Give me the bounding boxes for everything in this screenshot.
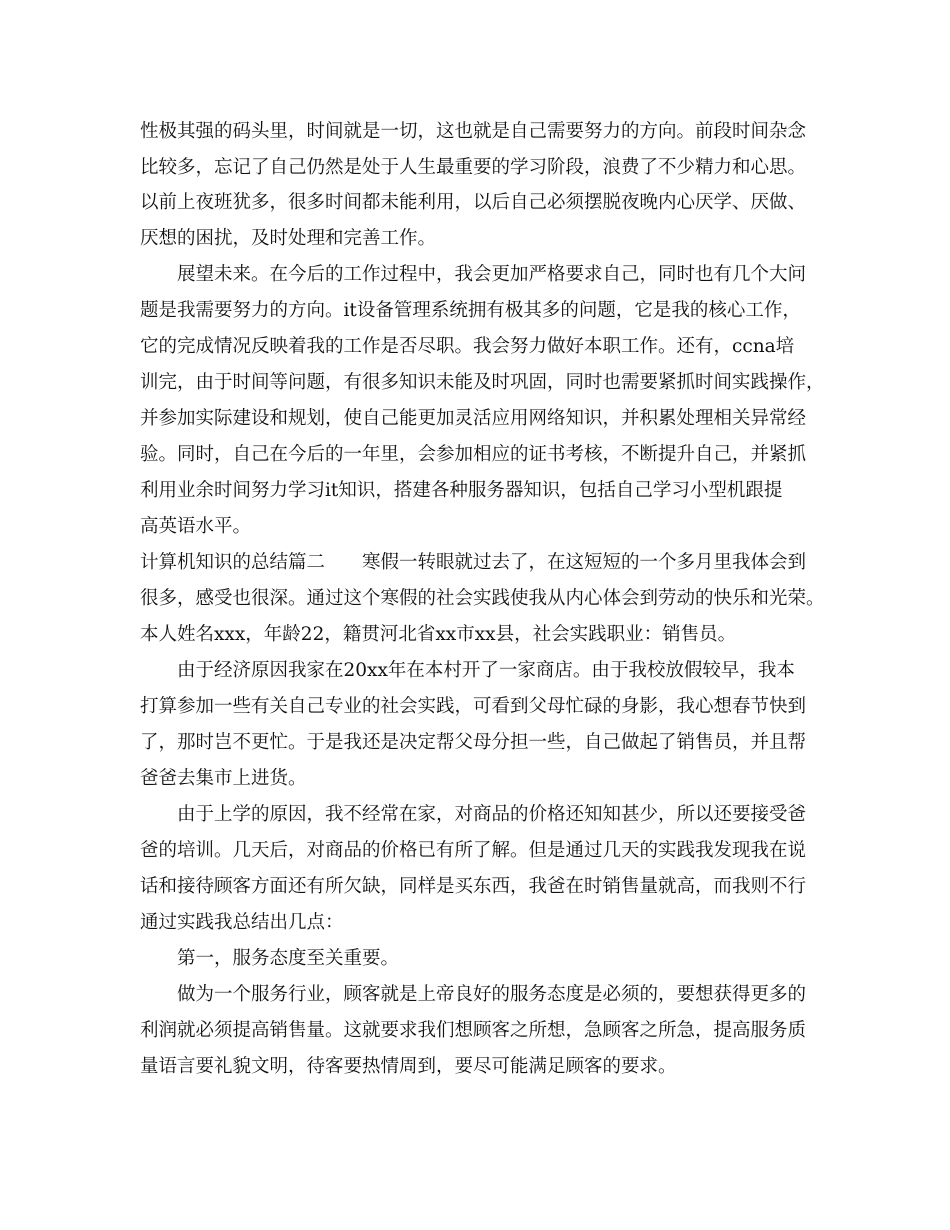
text-line: 高英语水平。 [140,516,252,537]
text-line: 以前上夜班犹多，很多时间都未能利用，以后自己必须摆脱夜晚内心厌学、厌做、 [140,192,807,213]
text-line: 第一，服务态度至关重要。 [177,948,400,969]
text-line: 做为一个服务行业，顾客就是上帝良好的服务态度是必须的，要想获得更多的 [177,984,807,1005]
text-line: 题是我需要努力的方向。it设备管理系统拥有极其多的问题，它是我的核心工作， [140,300,801,321]
text-line: 性极其强的码头里，时间就是一切，这也就是自己需要努力的方向。前段时间杂念 [140,121,807,142]
text-line: 本人姓名xxx，年龄22，籍贯河北省xx市xx县，社会实践职业：销售员。 [140,624,737,645]
text-line: 爸的培训。几天后，对商品的价格已有所了解。但是通过几天的实践我发现我在说 [140,840,807,861]
text-line: 利润就必须提高销售量。这就要求我们想顾客之所想，急顾客之所急，提高服务质 [140,1020,807,1041]
text-line: 打算参加一些有关自己专业的社会实践，可看到父母忙碌的身影，我心想春节快到 [140,696,807,717]
text-line: 厌想的困扰，及时处理和完善工作。 [140,228,437,249]
text-line: 量语言要礼貌文明，待客要热情周到，要尽可能满足顾客的要求。 [140,1056,677,1077]
text-line: 话和接待顾客方面还有所欠缺，同样是买东西，我爸在时销售量就高，而我则不行 [140,876,807,897]
text-line: 验。同时，自己在今后的一年里，会参加相应的证书考核，不断提升自己，并紧抓 [140,444,807,465]
text-line: 通过实践我总结出几点： [140,912,344,933]
text-line: 很多，感受也很深。通过这个寒假的社会实践使我从内心体会到劳动的快乐和光荣。 [140,588,825,609]
text-line: 比较多，忘记了自己仍然是处于人生最重要的学习阶段，浪费了不少精力和心思。 [140,157,807,178]
text-line: 训完，由于时间等问题，有很多知识未能及时巩固，同时也需要紧抓时间实践操作， [140,372,825,393]
text-line: 它的完成情况反映着我的工作是否尽职。我会努力做好本职工作。还有，ccna培 [140,336,795,357]
text-line: 由于经济原因我家在20xx年在本村开了一家商店。由于我校放假较早，我本 [177,660,795,681]
text-line: 计算机知识的总结篇二 寒假一转眼就过去了，在这短短的一个多月里我体会到 [140,552,807,573]
text-line: 并参加实际建设和规划，使自己能更加灵活应用网络知识，并积累处理相关异常经 [140,408,807,429]
text-line: 了，那时岂不更忙。于是我还是决定帮父母分担一些，自己做起了销售员，并且帮 [140,732,807,753]
text-line: 由于上学的原因，我不经常在家，对商品的价格还知知甚少，所以还要接受爸 [177,804,807,825]
text-line: 展望未来。在今后的工作过程中，我会更加严格要求自己，同时也有几个大问 [177,264,807,285]
text-line: 爸爸去集市上进货。 [140,768,307,789]
text-line: 利用业余时间努力学习it知识，搭建各种服务器知识，包括自己学习小型机跟提 [140,480,783,501]
